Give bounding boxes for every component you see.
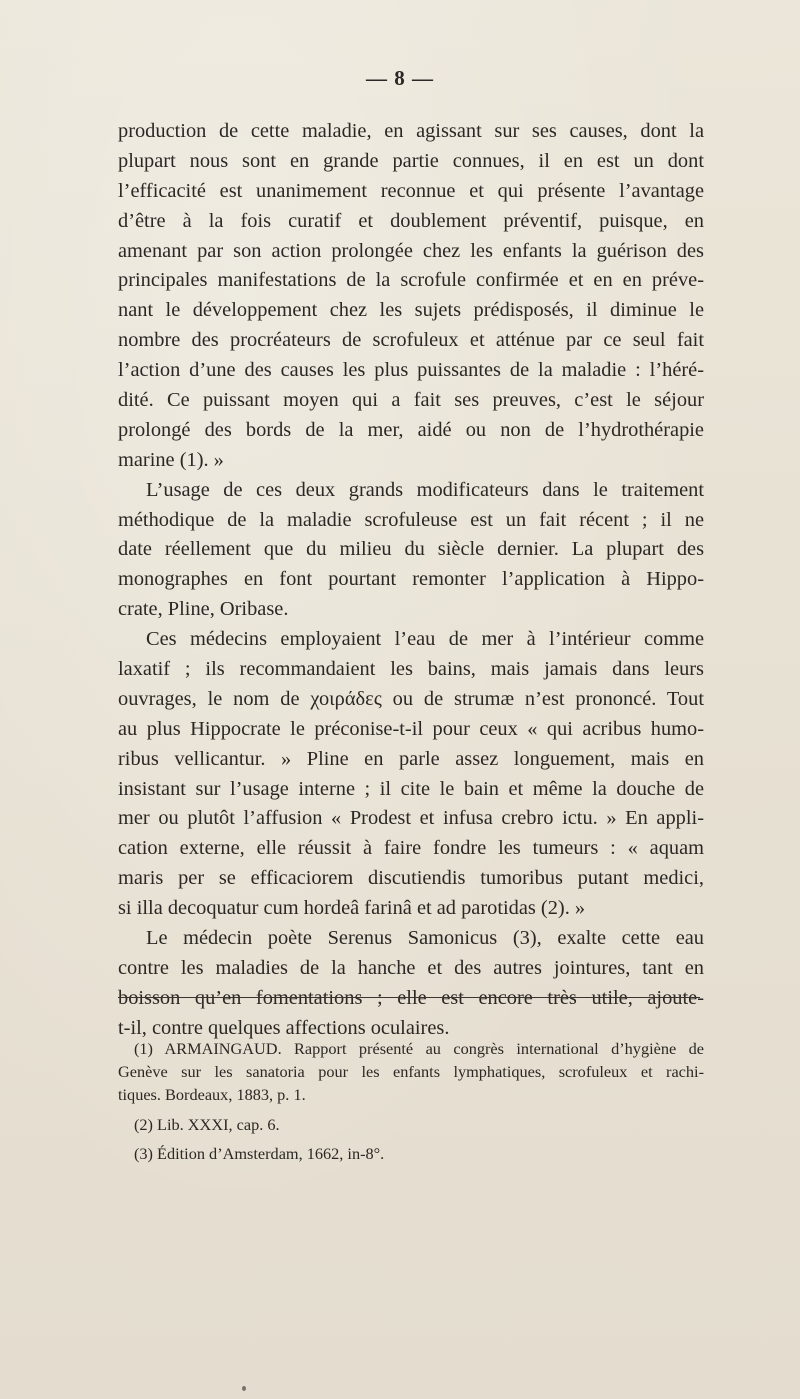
body-line: maris per se efficaciorem discutiendis tumoribus putant medici,: [118, 867, 704, 890]
body-line: Ces médecins employaient l’eau de mer à l’intérieur comme: [146, 628, 704, 651]
body-line: ribus vellicantur. » Pline en parle assez longuement, mais en: [118, 747, 704, 770]
body-line: monographes en font pourtant remonter l’application à Hippo-: [118, 568, 704, 591]
body-line: méthodique de la maladie scrofuleuse est un fait récent ; il ne: [118, 508, 704, 531]
footnotes: [118, 1037, 704, 1165]
footnote-line: (2) Lib. XXXI, cap. 6.: [134, 1114, 280, 1134]
footnote-line: Genève sur les sanatoria pour les enfants lymphatiques, scrofuleux et rachi-: [118, 1062, 704, 1082]
body-line: cation externe, elle réussit à faire fondre les tumeurs : « aquam: [118, 837, 704, 860]
footnote-line: (1) ARMAINGAUD. Rapport présenté au congrès international d’hygiène de: [134, 1039, 704, 1058]
body-text: [118, 117, 704, 1044]
body-line: mer ou plutôt l’affusion « Prodest et infusa crebro ictu. » En appli-: [118, 807, 704, 830]
ink-speck: [242, 1386, 246, 1391]
body-line: boisson qu’en fomentations ; elle est encore très utile, ajoute-: [118, 986, 704, 1009]
body-line: l’action d’une des causes les plus puissantes de la maladie : l’héré-: [118, 359, 704, 382]
body-line: crate, Pline, Oribase.: [118, 598, 289, 621]
body-line: d’être à la fois curatif et doublement préventif, puisque, en: [118, 209, 704, 232]
body-line: nant le développement chez les sujets prédisposés, il diminue le: [118, 299, 704, 322]
body-line: amenant par son action prolongée chez les enfants la guérison des: [118, 239, 704, 262]
page-number: — 8 —: [366, 66, 434, 90]
body-line: principales manifestations de la scrofule confirmée et en en préve-: [118, 269, 704, 292]
body-line: date réellement que du milieu du siècle dernier. La plupart des: [118, 538, 704, 561]
body-line: t-il, contre quelques affections oculaires.: [118, 1016, 450, 1039]
body-line: au plus Hippocrate le préconise-t-il pour ceux « qui acribus humo-: [118, 717, 704, 740]
body-line: nombre des procréateurs de scrofuleux et atténue par ce seul fait: [118, 329, 704, 352]
body-line: insistant sur l’usage interne ; il cite le bain et même la douche de: [118, 777, 704, 800]
body-line: plupart nous sont en grande partie connues, il en est un dont: [118, 149, 704, 172]
body-line: si illa decoquatur cum hordeâ farinâ et ad parotidas (2). »: [118, 897, 586, 920]
footnote-line: (3) Édition d’Amsterdam, 1662, in-8°.: [134, 1143, 385, 1163]
body-line: dité. Ce puissant moyen qui a fait ses preuves, c’est le séjour: [118, 389, 704, 412]
body-line: laxatif ; ils recommandaient les bains, mais jamais dans leurs: [118, 658, 704, 681]
body-line: contre les maladies de la hanche et des autres jointures, tant en: [118, 956, 704, 979]
body-line: prolongé des bords de la mer, aidé ou non de l’hydrothérapie: [118, 418, 704, 441]
body-line: Le médecin poète Serenus Samonicus (3), exalte cette eau: [146, 927, 704, 950]
body-line: marine (1). »: [118, 448, 224, 471]
footnote-line: tiques. Bordeaux, 1883, p. 1.: [118, 1085, 306, 1105]
body-line: l’efficacité est unanimement reconnue et qui présente l’avantage: [118, 179, 704, 202]
body-line: production de cette maladie, en agissant sur ses causes, dont la: [118, 120, 704, 142]
body-line: ouvrages, le nom de χοιράδες ou de strumæ n’est prononcé. Tout: [118, 687, 704, 710]
footnote-divider: [118, 997, 700, 998]
body-line: L’usage de ces deux grands modificateurs dans le traitement: [146, 478, 704, 501]
